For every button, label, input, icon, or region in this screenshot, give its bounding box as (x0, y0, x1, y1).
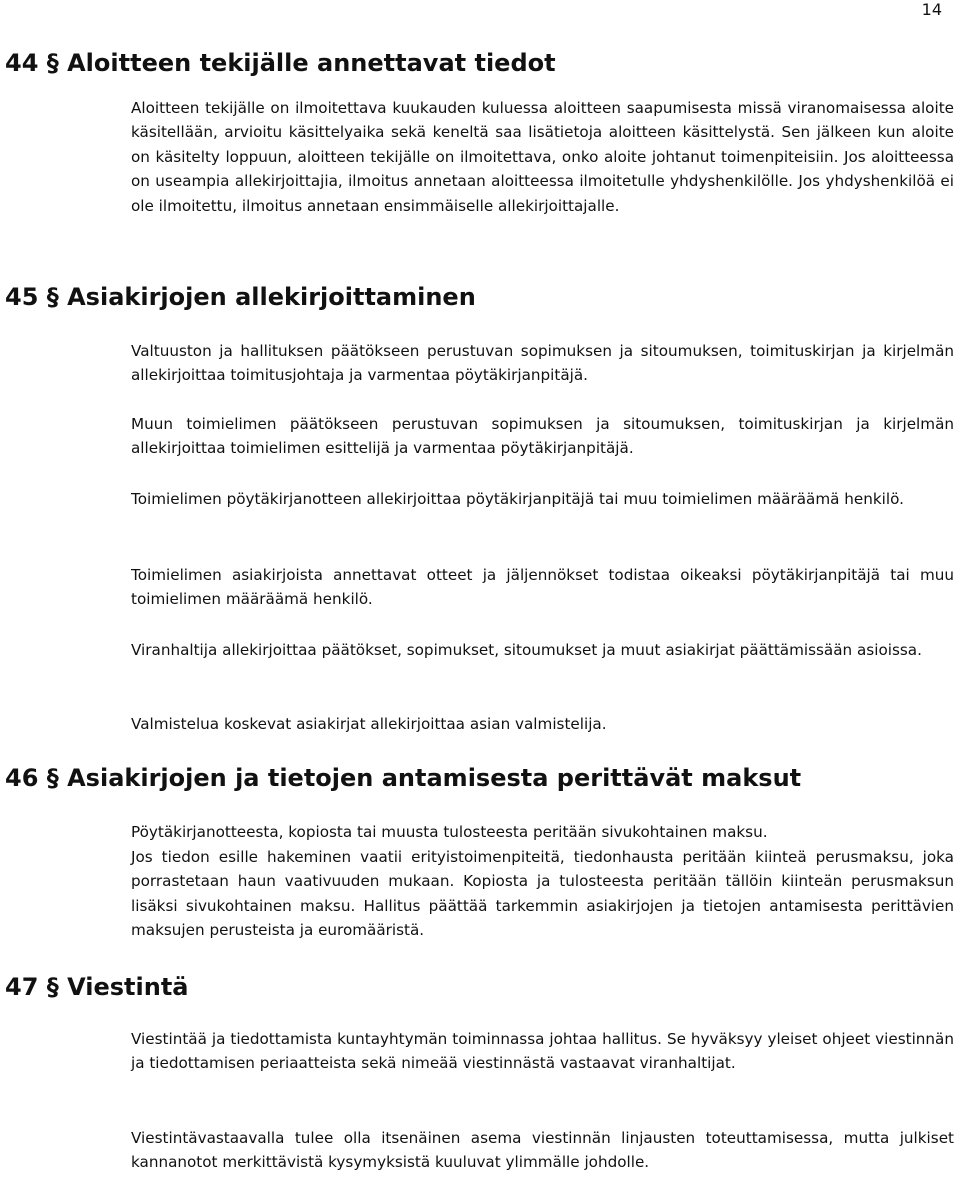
section-47-paragraph-2: Viestintävastaavalla tulee olla itsenäinen asema viestinnän linjausten toteuttamisessa, mutta julkiset kannanotot merkittävistä kysymyksistä kuuluvat ylimmälle johdolle. (131, 1129, 954, 1172)
section-heading-46: 46 § Asiakirjojen ja tietojen antamisesta perittävät maksut (5, 764, 802, 792)
section-46-paragraph-1: Pöytäkirjanotteesta, kopiosta tai muusta tulosteesta peritään sivukohtainen maksu. (131, 823, 768, 841)
section-44-paragraph-1: Aloitteen tekijälle on ilmoitettava kuukauden kuluessa aloitteen saapumisesta missä viranomaisessa aloite käsitellään, arvioitu käsittelyaika sekä keneltä saa lisätietoja aloitteen käsittelystä. Sen jälkeen kun aloite on käsitelty loppuun, aloitteen tekijälle on ilmoitettava, onko aloite johtanut toimenpiteisiin. Jos aloitteessa on useampia allekirjoittajia, ilmoitus annetaan aloitteessa ilmoitetulle yhdyshenkilölle. Jos yhdyshenkilöä ei ole ilmoitettu, ilmoitus annetaan ensimmäiselle allekirjoittajalle. (131, 99, 954, 215)
section-46-paragraph-2: Jos tiedon esille hakeminen vaatii erityistoimenpiteitä, tiedonhausta peritään kiinteä perusmaksu, joka porrastetaan haun vaativuuden mukaan. Kopiosta ja tulosteesta peritään tällöin kiinteän perusmaksun lisäksi sivukohtainen maksu. Hallitus päättää tarkemmin asiakirjojen ja tietojen antamisesta perittävien maksujen perusteista ja euromääristä. (131, 848, 954, 940)
page-number: 14 (921, 0, 942, 19)
section-heading-44: 44 § Aloitteen tekijälle annettavat tiedot (5, 49, 556, 77)
section-45-paragraph-5: Viranhaltija allekirjoittaa päätökset, sopimukset, sitoumukset ja muut asiakirjat päättämissään asioissa. (131, 641, 922, 659)
section-heading-47: 47 § Viestintä (5, 973, 189, 1001)
section-45-paragraph-3: Toimielimen pöytäkirjanotteen allekirjoittaa pöytäkirjanpitäjä tai muu toimielimen määräämä henkilö. (131, 490, 904, 508)
section-heading-45: 45 § Asiakirjojen allekirjoittaminen (5, 283, 476, 311)
section-45-paragraph-4: Toimielimen asiakirjoista annettavat otteet ja jäljennökset todistaa oikeaksi pöytäkirjanpitäjä tai muu toimielimen määräämä henkilö. (131, 566, 954, 609)
section-45-paragraph-2: Muun toimielimen päätökseen perustuvan sopimuksen ja sitoumuksen, toimituskirjan ja kirjelmän allekirjoittaa toimielimen esittelijä ja varmentaa pöytäkirjanpitäjä. (131, 415, 954, 458)
section-45-paragraph-1: Valtuuston ja hallituksen päätökseen perustuvan sopimuksen ja sitoumuksen, toimituskirjan ja kirjelmän allekirjoittaa toimitusjohtaja ja varmentaa pöytäkirjanpitäjä. (131, 342, 954, 385)
section-45-paragraph-6: Valmistelua koskevat asiakirjat allekirjoittaa asian valmistelija. (131, 715, 607, 733)
section-47-paragraph-1: Viestintää ja tiedottamista kuntayhtymän toiminnassa johtaa hallitus. Se hyväksyy yleiset ohjeet viestinnän ja tiedottamisen periaatteista sekä nimeää viestinnästä vastaavat viranhaltijat. (131, 1030, 954, 1073)
